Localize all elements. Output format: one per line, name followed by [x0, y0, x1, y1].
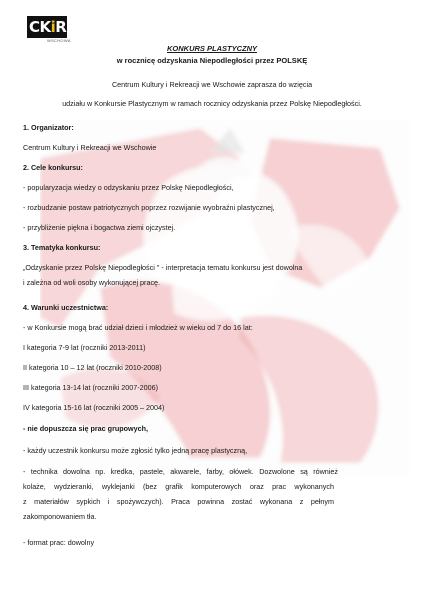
category-item: IV kategoria 15-16 lat (roczniki 2005 – 2004) [23, 403, 165, 412]
contest-subtitle: w rocznicę odzyskania Niepodległości przez POLSKĘ [116, 56, 308, 65]
organizer-text: Centrum Kultury i Rekreacji we Wschowie [23, 143, 157, 152]
conditions-intro: - w Konkursie mogą brać udział dzieci i młodzież w wieku od 7 do 16 lat: [23, 323, 253, 332]
conditions-heading: 4. Warunki uczestnictwa: [23, 303, 109, 312]
organizer-heading: 1. Organizator: [23, 123, 74, 132]
technique-line-2: kolaże, wydzieranki, wyklejanki (bez grafik komputerowych oraz prac wykonanych [23, 482, 334, 491]
goals-heading: 2. Cele konkursu: [23, 163, 83, 172]
contest-title: KONKURS PLASTYCZNY [166, 44, 257, 53]
category-item: II kategoria 10 – 12 lat (roczniki 2010-2008) [23, 363, 162, 372]
category-item: I kategoria 7-9 lat (roczniki 2013-2011) [23, 343, 146, 352]
theme-line-2: i zależna od woli osoby wykonującej pracę. [23, 278, 161, 287]
no-group-rule: - nie dopuszcza się prac grupowych, [23, 424, 149, 433]
goal-item: - przybliżenie piękna i bogactwa ziemi ojczystej. [23, 223, 176, 232]
invite-line-1: Centrum Kultury i Rekreacji we Wschowie zaprasza do wzięcia [111, 80, 313, 89]
format-rule: - format prac: dowolny [23, 538, 95, 547]
logo-subtitle: WSCHOWA [47, 38, 71, 43]
goal-item: - rozbudzanie postaw patriotycznych poprzez rozwijanie wyobraźni plastycznej, [23, 203, 275, 212]
technique-line-4: zakomponowaniem tła. [23, 512, 97, 521]
goal-item: - popularyzacja wiedzy o odzyskaniu przez Polskę Niepodległości, [23, 183, 234, 192]
technique-line-3: z materiałów sypkich i spożywczych). Praca powinna zostać wykonana z pełnym [23, 497, 334, 506]
one-work-rule: - każdy uczestnik konkursu może zgłosić tylko jedną pracę plastyczną, [23, 446, 248, 455]
theme-line-1: „Odzyskanie przez Polskę Niepodległości " - interpretacja tematu konkursu jest dowolna [23, 263, 303, 272]
ckir-logo: CKiR WSCHOWA [29, 18, 71, 43]
invite-line-2: udziału w Konkursie Plastycznym w ramach rocznicy odzyskania przez Polskę Niepodległości. [62, 99, 362, 108]
category-item: III kategoria 13-14 lat (roczniki 2007-2006) [23, 383, 159, 392]
technique-line-1: - technika dowolna np. kredka, pastele, akwarele, farby, ołówek. Dozwolone są również [23, 467, 338, 476]
theme-heading: 3. Tematyka konkursu: [23, 243, 101, 252]
